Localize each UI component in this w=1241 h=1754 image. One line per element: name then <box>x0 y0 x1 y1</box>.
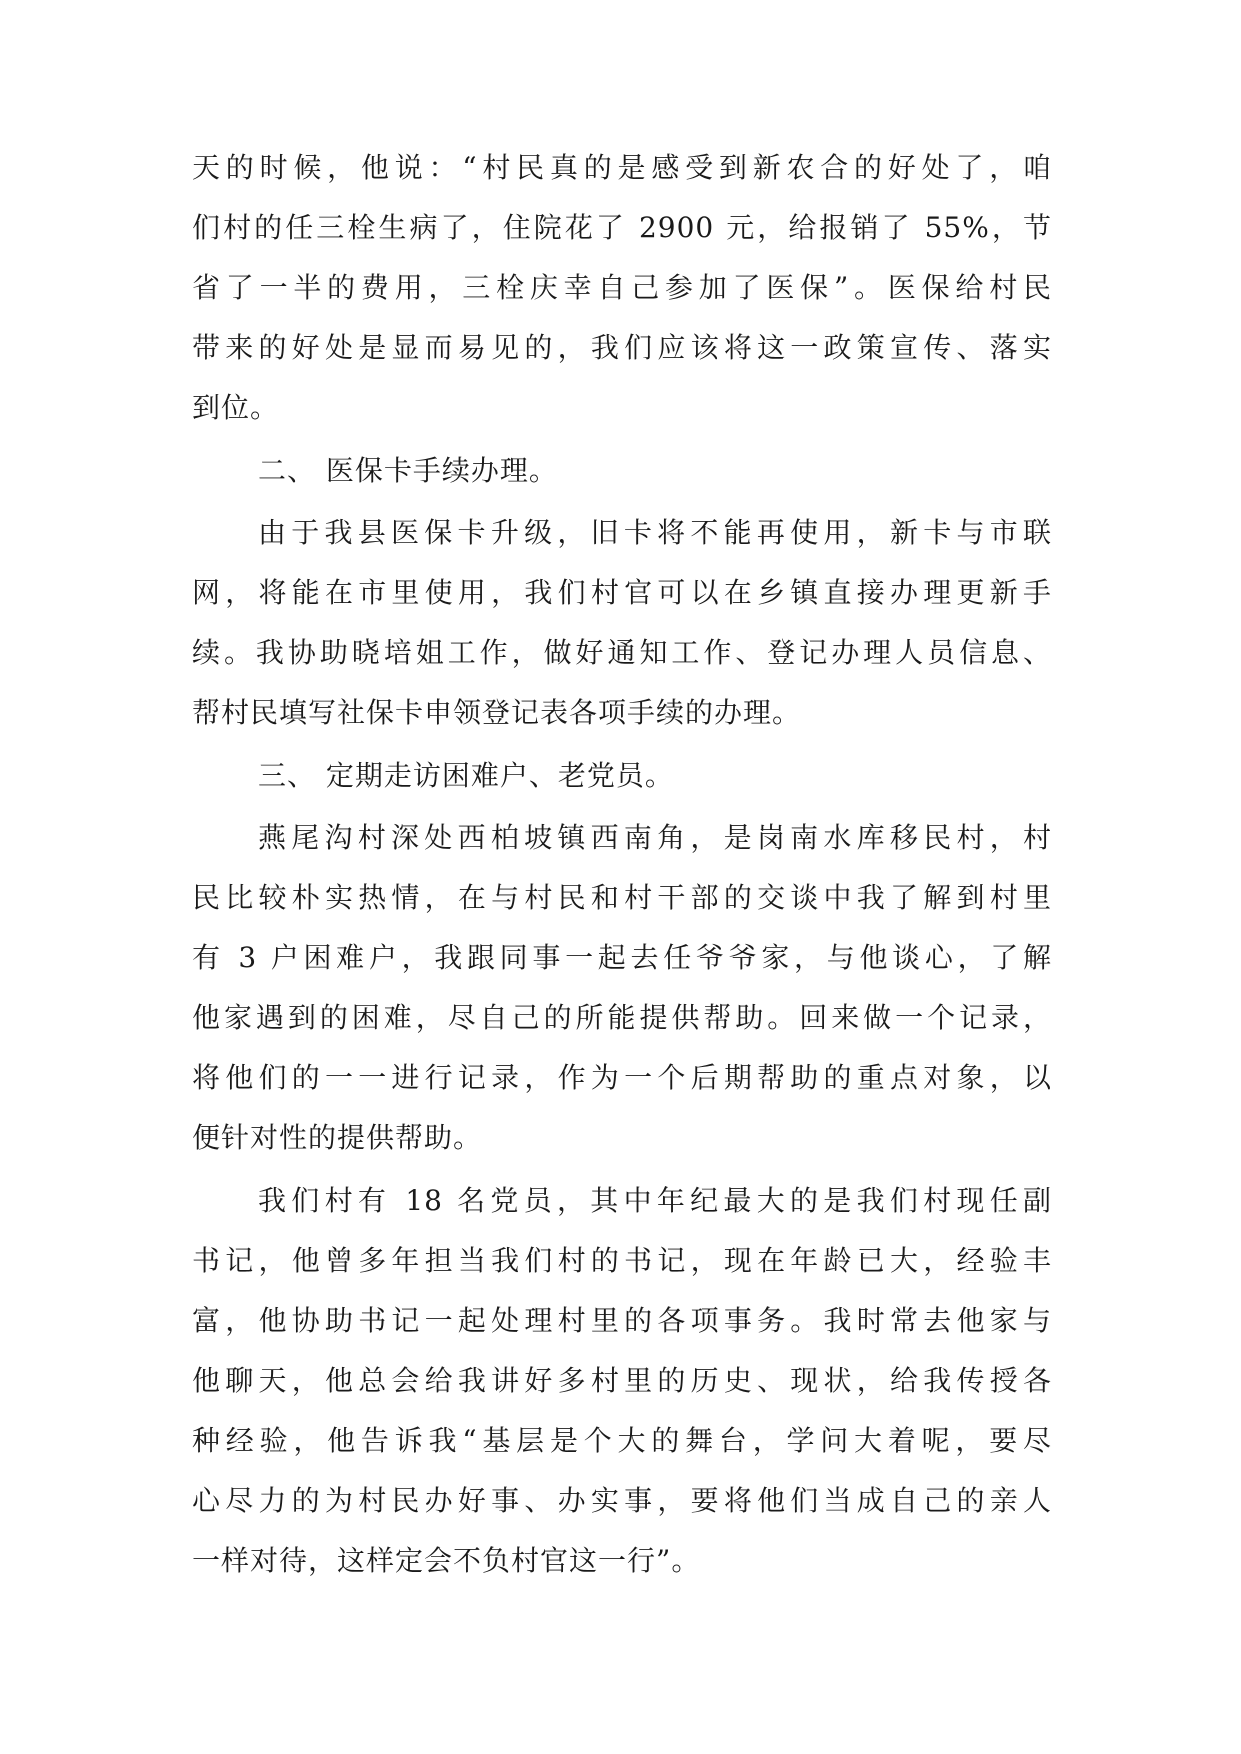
section-heading: 二、 医保卡手续办理。 <box>258 454 558 487</box>
text-line: 燕尾沟村深处西柏坡镇西南角，是岗南水库移民村，村 <box>258 821 1052 854</box>
text-line: 到位。 <box>192 391 280 424</box>
text-line: 们村的任三栓生病了，住院花了 2900 元，给报销了 55%，节 <box>192 211 1052 244</box>
text-line: 由于我县医保卡升级，旧卡将不能再使用，新卡与市联 <box>258 516 1052 549</box>
text-line: 种经验，他告诉我“基层是个大的舞台，学问大着呢，要尽 <box>192 1424 1052 1457</box>
text-line: 有 3 户困难户，我跟同事一起去任爷爷家，与他谈心，了解 <box>192 941 1052 974</box>
text-line: 帮村民填写社保卡申领登记表各项手续的办理。 <box>192 696 802 729</box>
section-heading: 三、 定期走访困难户、老党员。 <box>258 759 674 792</box>
text-line: 便针对性的提供帮助。 <box>192 1121 483 1154</box>
text-line: 将他们的一一进行记录，作为一个后期帮助的重点对象，以 <box>192 1061 1052 1094</box>
text-line: 续。我协助晓培姐工作，做好通知工作、登记办理人员信息、 <box>192 636 1052 669</box>
text-line: 他家遇到的困难，尽自己的所能提供帮助。回来做一个记录， <box>192 1001 1052 1034</box>
text-line: 省了一半的费用，三栓庆幸自己参加了医保”。医保给村民 <box>192 271 1052 304</box>
text-line: 书记，他曾多年担当我们村的书记，现在年龄已大，经验丰 <box>192 1244 1052 1277</box>
text-line: 他聊天，他总会给我讲好多村里的历史、现状，给我传授各 <box>192 1364 1052 1397</box>
text-line: 我们村有 18 名党员，其中年纪最大的是我们村现任副 <box>258 1184 1052 1217</box>
text-line: 心尽力的为村民办好事、办实事，要将他们当成自己的亲人 <box>192 1484 1052 1517</box>
text-line: 一样对待，这样定会不负村官这一行”。 <box>192 1544 701 1577</box>
text-line: 网，将能在市里使用，我们村官可以在乡镇直接办理更新手 <box>192 576 1052 609</box>
text-line: 天的时候，他说：“村民真的是感受到新农合的好处了，咱 <box>192 151 1052 184</box>
text-line: 富，他协助书记一起处理村里的各项事务。我时常去他家与 <box>192 1304 1052 1337</box>
text-line: 带来的好处是显而易见的，我们应该将这一政策宣传、落实 <box>192 331 1052 364</box>
text-line: 民比较朴实热情，在与村民和村干部的交谈中我了解到村里 <box>192 881 1052 914</box>
